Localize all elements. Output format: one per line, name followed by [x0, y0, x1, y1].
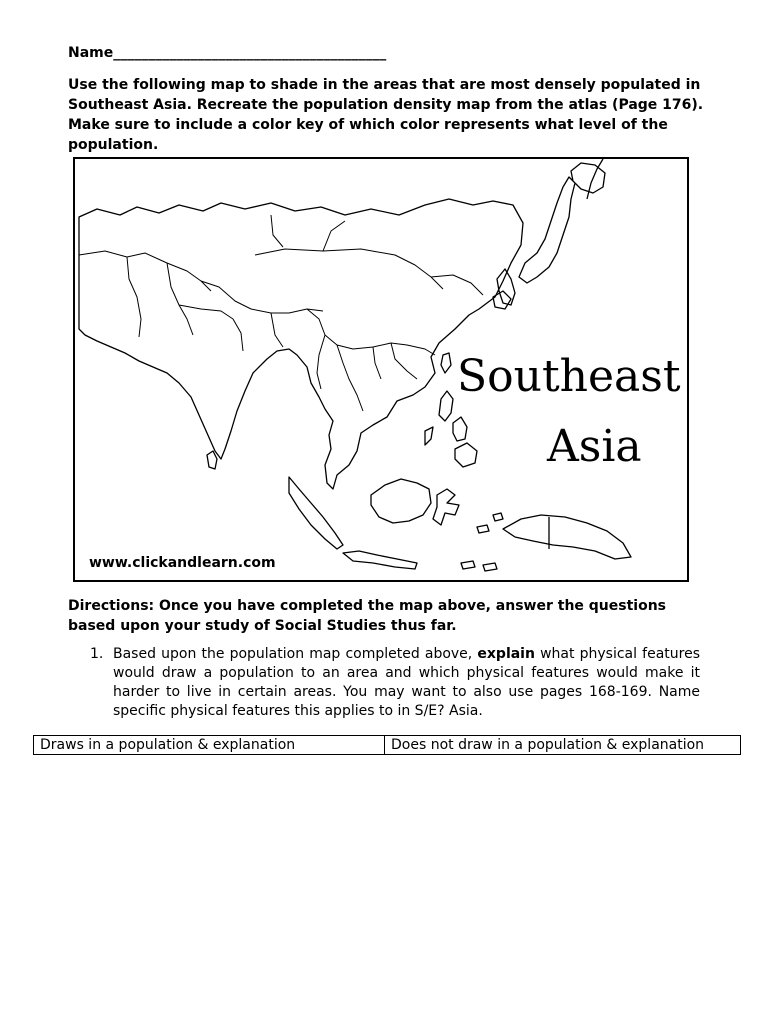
- map-frame: [73, 157, 689, 582]
- new-guinea-island: [503, 515, 631, 559]
- name-field[interactable]: [68, 45, 386, 61]
- japan-islands: [493, 159, 605, 309]
- sri-lanka-island: [207, 451, 217, 469]
- rubric-cell-does-not-draw: Does not draw in a population & explanation: [385, 736, 741, 755]
- question-item: [90, 645, 700, 721]
- question-text: [113, 645, 700, 721]
- taiwan-island: [441, 353, 451, 373]
- country-borders: [79, 215, 483, 411]
- asia-mainland-outline: [79, 199, 523, 489]
- question-number: 1.: [90, 646, 104, 662]
- map-watermark: www.clickandlearn.com: [89, 555, 276, 571]
- directions-text: Directions: Once you have completed the map above, answer the questions based upon your study of Social Studies thus far.: [68, 598, 667, 634]
- question-text-before: Based upon the population map completed above,: [113, 646, 473, 662]
- philippines-islands: [425, 391, 477, 467]
- sumatra-island: [289, 477, 343, 549]
- sulawesi-island: [433, 489, 459, 525]
- map-title-line2: Asia: [547, 421, 642, 472]
- rubric-table: [33, 735, 741, 755]
- name-blank-line[interactable]: _______________________________________: [113, 45, 387, 61]
- question-emphasis: explain: [477, 646, 535, 662]
- java-island: [343, 551, 417, 569]
- borneo-island: [371, 479, 431, 523]
- question-text-after: what physical features would draw a population to an area and which physical features would make it harder to live in certain areas. You may want to also use pages 168-169. Name specific physical features this applies to in S/E? Asia.: [113, 646, 700, 719]
- name-label: Name: [68, 45, 114, 61]
- rubric-cell-draws: Draws in a population & explanation: [34, 736, 385, 755]
- small-islands: [461, 513, 503, 571]
- instructions-text: Use the following map to shade in the areas that are most densely populated in Southeast Asia. Recreate the population density map from the atlas (Page 176). Make sure to include a color key of which color represents what level of the population.: [68, 77, 704, 153]
- map-title-line1: Southeast: [457, 351, 681, 402]
- rubric-row: [34, 736, 741, 755]
